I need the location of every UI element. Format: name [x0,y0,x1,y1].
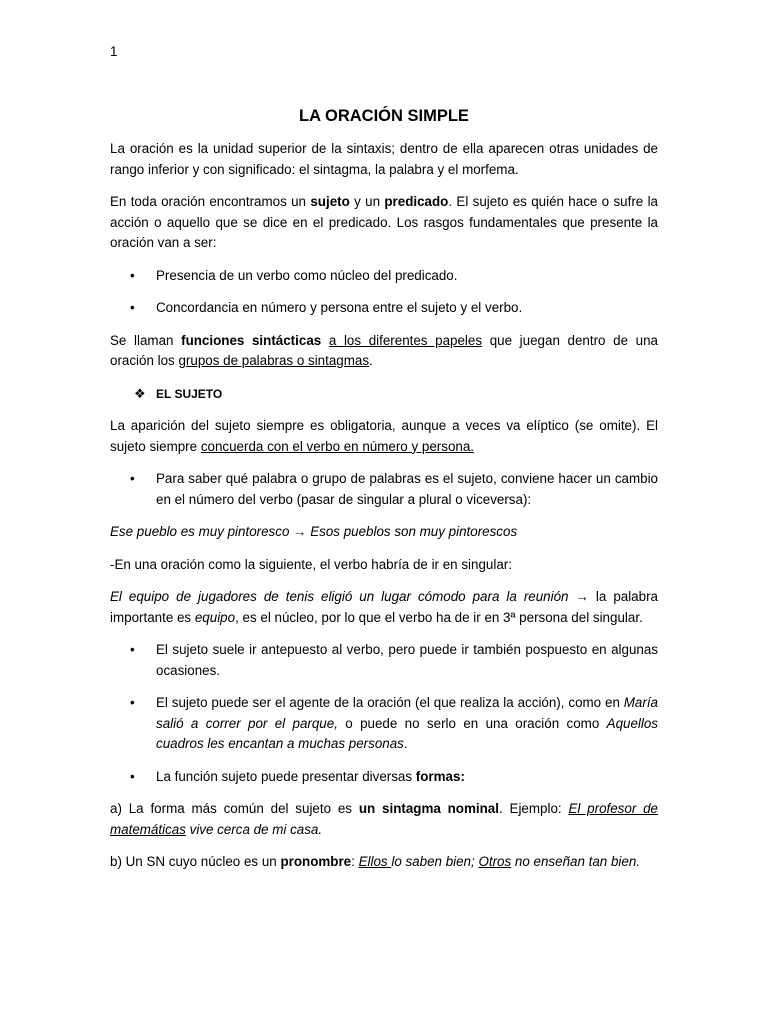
paragraph-forma-a [110,799,658,840]
italic-example: no enseñan tan bien. [511,854,641,869]
text-run: a) La forma más común del sujeto es [110,801,359,816]
text-run: Se llaman [110,332,182,348]
list-item [110,298,658,319]
paragraph-intro: La oración es la unidad superior de la sintaxis; dentro de ella aparecen otras unidades de rango inferior y con significado: el sintagma, la palabra y el morfema. [110,141,658,177]
bullet-icon: • [130,768,135,784]
paragraph-aparicion [110,416,658,457]
underlined-italic-example: Otros [478,854,512,869]
italic-example: Aquellos cuadros les encantan a muchas personas [156,715,659,751]
underlined-text: a los diferentes papeles [328,332,483,348]
text-run: , es el núcleo, por lo que el verbo ha de ir en 3ª persona del singular. [235,609,643,625]
list-item [110,693,658,755]
italic-example: El equipo de jugadores de tenis eligió un lugar cómodo para la reunión [110,589,569,604]
paragraph-sujeto-predicado [110,192,658,254]
text-run: y un [349,194,385,209]
section-heading-label: EL SUJETO [156,386,223,401]
underlined-text: grupos de palabras o sintagmas [178,353,370,368]
text-run: . Ejemplo: [498,801,569,816]
bullet-list-sujeto [110,640,658,787]
text-run [321,333,329,348]
bullet-icon: • [130,267,135,283]
text-run: . [369,353,373,368]
underlined-italic-example: Ellos [358,854,392,869]
bold-term-formas: formas: [415,768,465,784]
text-run: La función sujeto puede presentar diversas [156,768,416,784]
italic-example: Ese pueblo es muy pintoresco → Esos pueblos son muy pintorescos [110,524,518,539]
text-run: o puede no serlo en una oración como [337,715,607,731]
list-item [110,469,658,510]
text-run: → la palabra importante es [110,589,658,625]
text-run: . [403,736,408,751]
paragraph-forma-b [110,852,658,873]
underlined-text: concuerda con el verbo en número y persona. [200,438,474,454]
list-item [110,640,658,681]
list-item-text: Para saber qué palabra o grupo de palabras es el sujeto, conviene hacer un cambio en el número del verbo (pasar de singular a plural o viceversa): [156,471,658,507]
list-item-text: El sujeto suele ir antepuesto al verbo, pero puede ir también pospuesto en algunas ocasiones. [156,642,658,678]
page-number: 1 [110,44,118,59]
list-item [110,767,658,788]
bold-term-funciones: funciones sintácticas [181,332,322,348]
paragraph-funciones [110,331,658,372]
bold-term-sujeto: sujeto [310,194,350,209]
document-body [110,104,658,885]
bullet-list-saber [110,469,658,510]
text-run: b) Un SN cuyo núcleo es un [110,854,281,869]
italic-term: equipo [194,609,236,625]
list-item [110,266,658,287]
text-run: La aparición del sujeto siempre es obligatoria, aunque a veces va elíptico (se omite). El sujeto siempre [110,418,658,454]
example-pueblo [110,522,658,543]
list-item-text: Presencia de un verbo como núcleo del predicado. [156,267,458,283]
bullet-icon: • [130,471,135,486]
section-heading-sujeto [110,384,658,405]
text-run: El sujeto puede ser el agente de la oración (el que realiza la acción), como en [156,695,624,710]
paragraph-singular: -En una oración como la siguiente, el verbo habría de ir en singular: [110,556,512,572]
italic-example: vive cerca de mi casa. [185,821,323,837]
italic-example: María salió a correr por el parque, [156,695,658,731]
bold-term-predicado: predicado [384,194,449,209]
text-run: que juegan dentro de una oración los [110,332,659,368]
text-run: : [351,854,359,869]
bold-term-pronombre: pronombre [280,854,352,869]
page-title: LA ORACIÓN SIMPLE [299,107,469,125]
bullet-icon: • [130,695,135,710]
paragraph-equipo [110,587,658,628]
diamond-bullet-icon: ❖ [134,385,146,401]
bullet-icon: • [130,642,135,657]
bullet-list-rasgos [110,266,658,319]
list-item-text: Concordancia en número y persona entre el sujeto y el verbo. [156,300,523,315]
bullet-icon: • [130,300,135,315]
underlined-italic-example: El profesor de matemáticas [110,801,659,837]
text-run: . El sujeto es quién hace o sufre la acción o aquello que se dice en el predicado. Los rasgos fundamentales que presente la oración van a ser: [110,194,658,250]
bold-term-sn: un sintagma nominal [358,801,499,816]
italic-example: lo saben bien; [391,854,479,869]
text-run: En toda oración encontramos un [110,194,311,209]
